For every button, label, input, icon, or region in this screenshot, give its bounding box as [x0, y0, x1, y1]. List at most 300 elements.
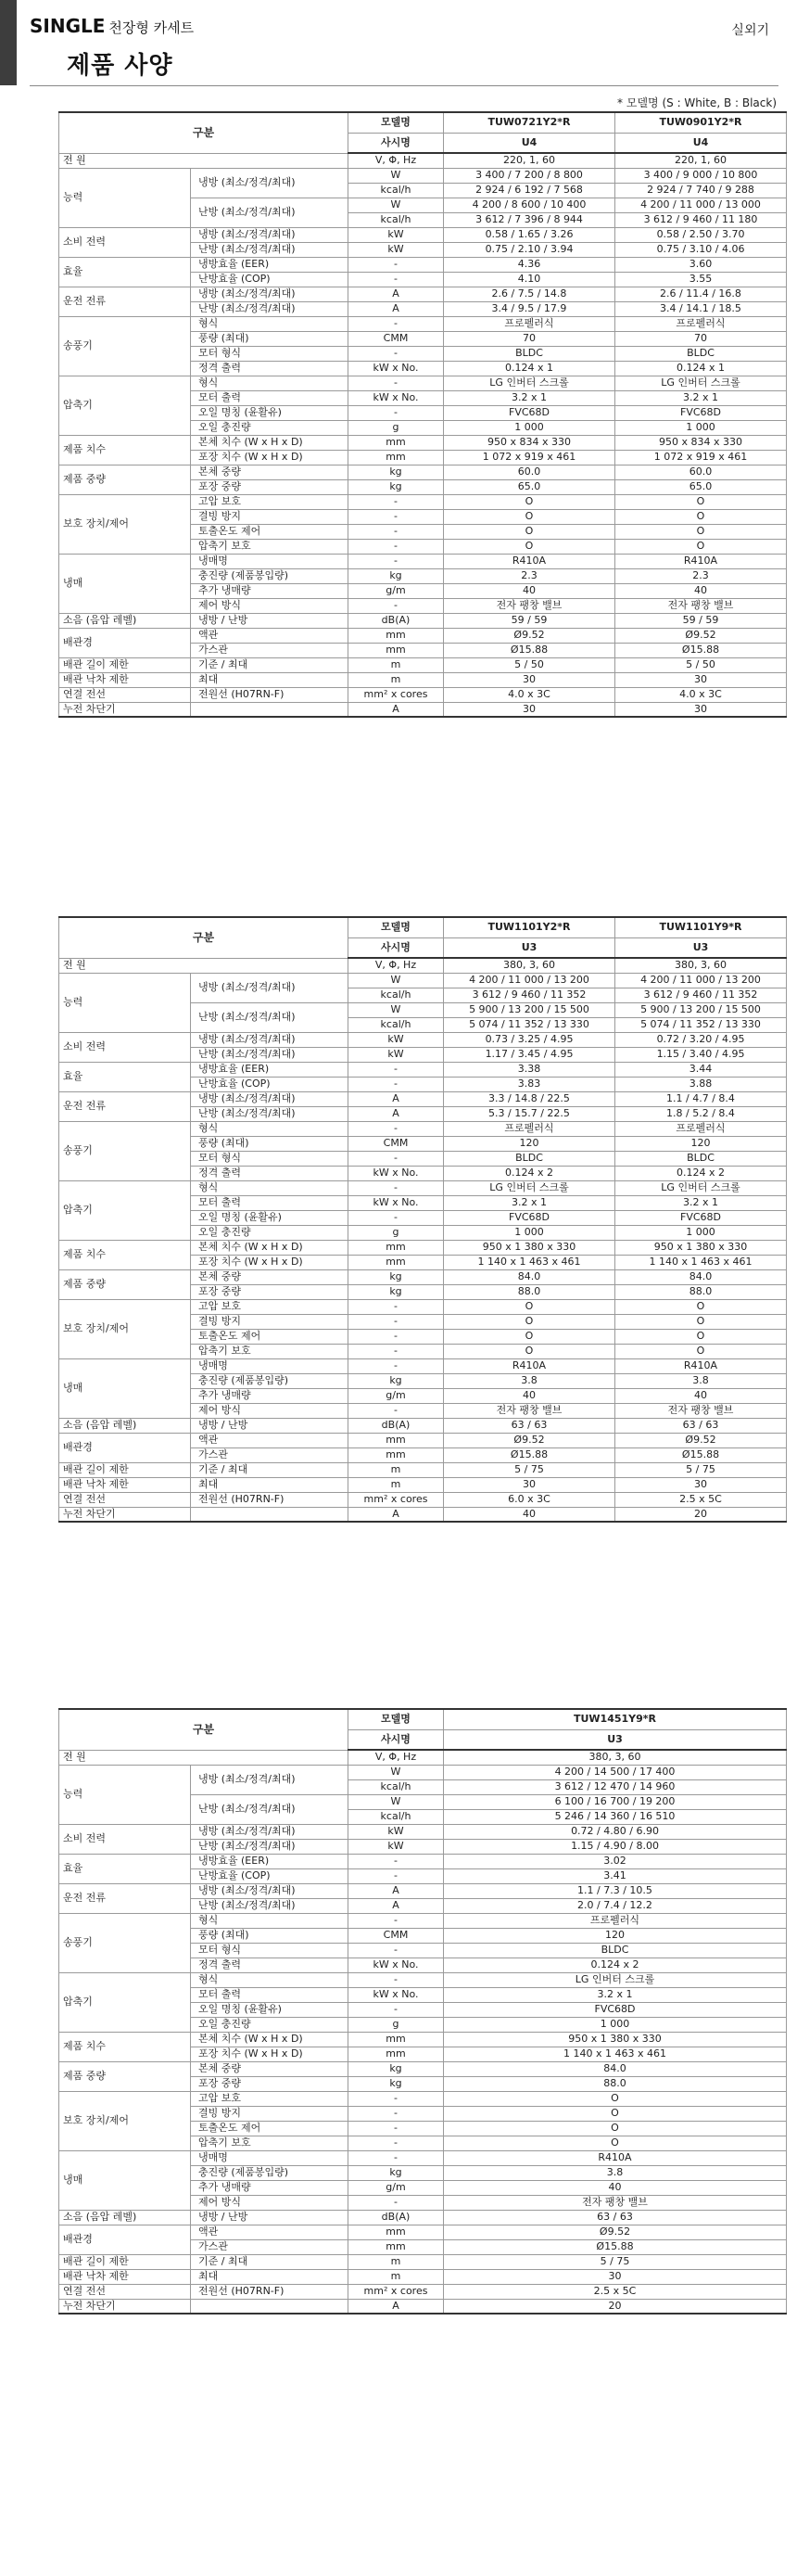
row-value: 0.124 x 2 [615, 1166, 787, 1180]
table-row [59, 2284, 787, 2299]
row-item: 모터 출력 [191, 1195, 348, 1210]
row-value: 1 000 [444, 2017, 787, 2032]
row-category: 소음 (음압 레벨) [59, 1418, 191, 1433]
row-value: 2 924 / 7 740 / 9 288 [615, 183, 787, 198]
row-value: 88.0 [444, 1284, 615, 1299]
row-item: 정격 출력 [191, 1166, 348, 1180]
row-item: 냉방 (최소/정격/최대) [191, 1032, 348, 1047]
row-value: 4 200 / 14 500 / 17 400 [444, 1765, 787, 1779]
row-value: 59 / 59 [615, 613, 787, 628]
row-item: 본체 중량 [191, 1269, 348, 1284]
row-value: 2.6 / 7.5 / 14.8 [444, 287, 615, 301]
row-unit: - [348, 1403, 444, 1418]
row-category: 효율 [59, 257, 191, 287]
row-unit: - [348, 1972, 444, 1987]
row-value: Ø9.52 [615, 628, 787, 643]
row-value: 950 x 834 x 330 [444, 435, 615, 450]
row-value: O [444, 1329, 615, 1344]
row-unit: - [348, 2150, 444, 2165]
row-value: 5 / 75 [444, 1462, 615, 1477]
row-item: 오일 명칭 (윤활유) [191, 2002, 348, 2017]
row-value: 1 072 x 919 x 461 [615, 450, 787, 465]
row-unit: kg [348, 479, 444, 494]
row-unit: mm [348, 435, 444, 450]
row-unit: - [348, 1121, 444, 1136]
row-item: 난방효율 (COP) [191, 1077, 348, 1091]
row-value: 0.75 / 3.10 / 4.06 [615, 242, 787, 257]
row-value: 84.0 [444, 1269, 615, 1284]
row-unit: kW [348, 1032, 444, 1047]
row-unit: mm [348, 1433, 444, 1447]
table-row [59, 257, 787, 272]
row-category: 연결 전선 [59, 1492, 191, 1507]
row-item: 모터 출력 [191, 1987, 348, 2002]
row-item: 포장 중량 [191, 2076, 348, 2091]
row-category: 냉매 [59, 2150, 191, 2210]
row-value: O [615, 539, 787, 554]
row-unit: mm [348, 1255, 444, 1269]
row-value: Ø15.88 [615, 1447, 787, 1462]
table-row [59, 1032, 787, 1047]
header-divider [30, 85, 778, 86]
row-item: 모터 형식 [191, 346, 348, 361]
row-item: 전원선 (H07RN-F) [191, 1492, 348, 1507]
row-item: 전원선 (H07RN-F) [191, 2284, 348, 2299]
row-value: 3.88 [615, 1077, 787, 1091]
row-value: O [615, 1299, 787, 1314]
table-row [59, 376, 787, 390]
row-item: 풍량 (최대) [191, 1928, 348, 1943]
row-value: LG 인버터 스크롤 [615, 376, 787, 390]
row-category: 냉매 [59, 1358, 191, 1418]
row-category: 압축기 [59, 376, 191, 435]
row-item: 토출온도 제어 [191, 2121, 348, 2136]
row-category: 운전 전류 [59, 1883, 191, 1913]
row-value: 950 x 1 380 x 330 [615, 1240, 787, 1255]
row-unit: V, Φ, Hz [348, 1750, 444, 1765]
row-item: 오일 충진량 [191, 1225, 348, 1240]
row-item: 최대 [191, 672, 348, 687]
row-item: 냉방효율 (EER) [191, 257, 348, 272]
row-unit: A [348, 1106, 444, 1121]
row-unit: g/m [348, 583, 444, 598]
row-unit: m [348, 2269, 444, 2284]
row-value: 3 612 / 12 470 / 14 960 [444, 1779, 787, 1794]
table-row [59, 1913, 787, 1928]
row-unit: - [348, 2002, 444, 2017]
row-value: 59 / 59 [444, 613, 615, 628]
row-value: 3.41 [444, 1868, 787, 1883]
page-title: 제품 사양 [67, 52, 173, 80]
row-value: Ø9.52 [444, 628, 615, 643]
row-item: 냉방 / 난방 [191, 2210, 348, 2225]
row-unit: mm [348, 1447, 444, 1462]
row-unit: mm [348, 1240, 444, 1255]
row-unit: - [348, 1151, 444, 1166]
row-value: O [444, 1299, 615, 1314]
row-unit: kW x No. [348, 1195, 444, 1210]
row-item: 본체 중량 [191, 2061, 348, 2076]
row-unit: - [348, 1344, 444, 1358]
row-unit: mm [348, 2225, 444, 2239]
row-item: 난방 (최소/정격/최대) [191, 1839, 348, 1854]
row-item: 냉방 (최소/정격/최대) [191, 287, 348, 301]
row-value: FVC68D [444, 405, 615, 420]
table-row [59, 958, 787, 973]
row-unit: A [348, 1883, 444, 1898]
row-value: 전자 팽창 밸브 [615, 598, 787, 613]
row-value: O [444, 1344, 615, 1358]
row-value: 84.0 [615, 1269, 787, 1284]
row-value: O [615, 509, 787, 524]
row-value: 2.6 / 11.4 / 16.8 [615, 287, 787, 301]
row-value: 5 / 50 [615, 657, 787, 672]
row-category: 전 원 [59, 1750, 348, 1765]
row-item: 액관 [191, 2225, 348, 2239]
row-value: 5 / 75 [615, 1462, 787, 1477]
row-value: 3.55 [615, 272, 787, 287]
row-value: Ø15.88 [444, 643, 615, 657]
row-unit: A [348, 1091, 444, 1106]
row-unit: kW [348, 242, 444, 257]
row-unit: - [348, 1854, 444, 1868]
row-value: 5 / 75 [444, 2254, 787, 2269]
table-row [59, 1269, 787, 1284]
row-category: 능력 [59, 168, 191, 227]
row-item: 최대 [191, 2269, 348, 2284]
table-row [59, 1972, 787, 1987]
row-value: 전자 팽창 밸브 [444, 598, 615, 613]
row-value: 70 [444, 331, 615, 346]
row-category: 연결 전선 [59, 2284, 191, 2299]
row-unit: CMM [348, 1136, 444, 1151]
row-value: 120 [444, 1928, 787, 1943]
row-value: BLDC [615, 1151, 787, 1166]
series-title: SINGLE 천장형 카세트 [30, 15, 195, 37]
row-unit: - [348, 1062, 444, 1077]
row-item: 전원선 (H07RN-F) [191, 687, 348, 702]
row-item: 제어 방식 [191, 1403, 348, 1418]
row-value: BLDC [615, 346, 787, 361]
row-category: 보호 장치/제어 [59, 1299, 191, 1358]
row-value: 65.0 [615, 479, 787, 494]
table-row [59, 1824, 787, 1839]
row-value: 380, 3, 60 [444, 958, 615, 973]
row-value: O [615, 1329, 787, 1344]
row-unit: A [348, 1898, 444, 1913]
row-value: 5 / 50 [444, 657, 615, 672]
row-item: 포장 중량 [191, 479, 348, 494]
row-value: 950 x 834 x 330 [615, 435, 787, 450]
row-value: 0.58 / 1.65 / 3.26 [444, 227, 615, 242]
table-row [59, 1091, 787, 1106]
row-value: 3.83 [444, 1077, 615, 1091]
row-value: 1 000 [615, 420, 787, 435]
row-item: 가스관 [191, 1447, 348, 1462]
row-value: 3.4 / 9.5 / 17.9 [444, 301, 615, 316]
table-row [59, 2299, 787, 2314]
row-value: 1 000 [615, 1225, 787, 1240]
row-unit: - [348, 316, 444, 331]
model-name: TUW1101Y9*R [615, 917, 787, 937]
row-unit: A [348, 1507, 444, 1522]
spec-table-3 [58, 1708, 787, 2315]
row-category: 소비 전력 [59, 1032, 191, 1062]
row-unit: - [348, 376, 444, 390]
row-unit: A [348, 301, 444, 316]
chassis-name: U4 [444, 133, 615, 153]
row-value: 60.0 [444, 465, 615, 479]
row-unit: kcal/h [348, 1017, 444, 1032]
row-item: 고압 보호 [191, 1299, 348, 1314]
row-value: 3.8 [615, 1373, 787, 1388]
row-value: 3 612 / 9 460 / 11 352 [615, 988, 787, 1002]
table-row [59, 435, 787, 450]
row-value: 1.8 / 5.2 / 8.4 [615, 1106, 787, 1121]
row-unit: W [348, 1765, 444, 1779]
row-value: 220, 1, 60 [615, 153, 787, 168]
row-unit: - [348, 524, 444, 539]
row-unit: - [348, 554, 444, 568]
row-unit: A [348, 287, 444, 301]
header-row-model [59, 917, 787, 937]
row-item: 액관 [191, 628, 348, 643]
row-item: 난방 (최소/정격/최대) [191, 1794, 348, 1824]
row-unit: - [348, 2091, 444, 2106]
row-value: 63 / 63 [615, 1418, 787, 1433]
row-category: 제품 중량 [59, 465, 191, 494]
row-value: 30 [444, 2269, 787, 2284]
row-value: Ø15.88 [615, 643, 787, 657]
row-item: 오일 충진량 [191, 2017, 348, 2032]
row-item: 난방 (최소/정격/최대) [191, 198, 348, 227]
row-item: 냉매명 [191, 2150, 348, 2165]
row-item: 추가 냉매량 [191, 1388, 348, 1403]
row-value: 30 [615, 1477, 787, 1492]
row-item: 난방 (최소/정격/최대) [191, 1002, 348, 1032]
row-unit: - [348, 598, 444, 613]
row-unit: - [348, 1180, 444, 1195]
row-category: 송풍기 [59, 316, 191, 376]
row-value: Ø9.52 [615, 1433, 787, 1447]
row-unit: mm² x cores [348, 2284, 444, 2299]
row-value: 30 [615, 672, 787, 687]
row-value: 5 900 / 13 200 / 15 500 [444, 1002, 615, 1017]
row-unit: dB(A) [348, 2210, 444, 2225]
row-unit: - [348, 1943, 444, 1958]
row-value: 프로펠러식 [615, 1121, 787, 1136]
row-value: 220, 1, 60 [444, 153, 615, 168]
row-item: 본체 치수 (W x H x D) [191, 2032, 348, 2047]
row-category: 소비 전력 [59, 1824, 191, 1854]
model-name: TUW0901Y2*R [615, 112, 787, 133]
row-value: 4 200 / 8 600 / 10 400 [444, 198, 615, 212]
row-item: 냉방 (최소/정격/최대) [191, 1765, 348, 1794]
row-item: 포장 치수 (W x H x D) [191, 1255, 348, 1269]
row-item: 고압 보호 [191, 2091, 348, 2106]
row-category: 배관경 [59, 628, 191, 657]
page-header [0, 0, 797, 89]
row-unit: - [348, 272, 444, 287]
row-unit: kW x No. [348, 390, 444, 405]
row-unit: mm [348, 450, 444, 465]
row-value: 40 [444, 1507, 615, 1522]
row-value: Ø9.52 [444, 1433, 615, 1447]
row-item: 압축기 보호 [191, 2136, 348, 2150]
row-category: 제품 중량 [59, 1269, 191, 1299]
row-value: 3.38 [444, 1062, 615, 1077]
row-value: 5.3 / 15.7 / 22.5 [444, 1106, 615, 1121]
table-row [59, 1765, 787, 1779]
row-unit: m [348, 657, 444, 672]
row-unit: kg [348, 1284, 444, 1299]
row-unit: kW x No. [348, 361, 444, 376]
table-row [59, 153, 787, 168]
section-label: 실외기 [731, 23, 769, 38]
row-value: 40 [615, 583, 787, 598]
table-row [59, 2269, 787, 2284]
table-row [59, 227, 787, 242]
table-row [59, 1492, 787, 1507]
row-item: 추가 냉매량 [191, 583, 348, 598]
table-row [59, 1121, 787, 1136]
table-row [59, 1462, 787, 1477]
row-value: 3 612 / 9 460 / 11 352 [444, 988, 615, 1002]
row-value: 1 000 [444, 420, 615, 435]
row-value: 전자 팽창 밸브 [615, 1403, 787, 1418]
table-row [59, 2032, 787, 2047]
chassis-name: U3 [444, 1729, 787, 1750]
row-value: R410A [444, 1358, 615, 1373]
row-value: 120 [444, 1136, 615, 1151]
table-row [59, 628, 787, 643]
row-value: 1 000 [444, 1225, 615, 1240]
row-value: 프로펠러식 [615, 316, 787, 331]
row-unit: g/m [348, 1388, 444, 1403]
row-value: O [615, 494, 787, 509]
row-category: 효율 [59, 1062, 191, 1091]
row-unit: mm [348, 628, 444, 643]
row-value: O [444, 539, 615, 554]
row-item: 냉방 (최소/정격/최대) [191, 168, 348, 198]
row-category: 운전 전류 [59, 1091, 191, 1121]
row-unit: kcal/h [348, 1779, 444, 1794]
table-row [59, 2061, 787, 2076]
table-row [59, 1750, 787, 1765]
table-row [59, 613, 787, 628]
header-model-label: 모델명 [348, 917, 444, 937]
row-value: 88.0 [615, 1284, 787, 1299]
row-category: 배관 길이 제한 [59, 657, 191, 672]
row-item: 형식 [191, 1913, 348, 1928]
row-category: 전 원 [59, 958, 348, 973]
row-item: 최대 [191, 1477, 348, 1492]
row-value: R410A [615, 1358, 787, 1373]
row-item: 충진량 (제품봉입량) [191, 1373, 348, 1388]
table-row [59, 687, 787, 702]
chassis-name: U3 [444, 937, 615, 958]
row-value: 380, 3, 60 [444, 1750, 787, 1765]
row-item: 모터 형식 [191, 1151, 348, 1166]
row-value: 0.124 x 1 [444, 361, 615, 376]
chassis-name: U4 [615, 133, 787, 153]
row-value: LG 인버터 스크롤 [444, 1180, 615, 1195]
row-value: O [615, 1314, 787, 1329]
row-unit: W [348, 198, 444, 212]
row-unit: - [348, 1329, 444, 1344]
row-category: 송풍기 [59, 1913, 191, 1972]
row-value: 5 074 / 11 352 / 13 330 [615, 1017, 787, 1032]
row-unit: dB(A) [348, 613, 444, 628]
row-category: 배관경 [59, 2225, 191, 2254]
row-item: 가스관 [191, 2239, 348, 2254]
table-row [59, 287, 787, 301]
table-row [59, 2210, 787, 2225]
row-value: 63 / 63 [444, 1418, 615, 1433]
table-row [59, 702, 787, 717]
row-unit: W [348, 168, 444, 183]
row-value: O [444, 2091, 787, 2106]
row-unit: kg [348, 2061, 444, 2076]
row-value: FVC68D [444, 1210, 615, 1225]
row-category: 압축기 [59, 1972, 191, 2032]
table-row [59, 1433, 787, 1447]
row-value: 5 900 / 13 200 / 15 500 [615, 1002, 787, 1017]
row-category: 소음 (음압 레벨) [59, 2210, 191, 2225]
row-unit: - [348, 539, 444, 554]
row-value: 4.0 x 3C [444, 687, 615, 702]
header-row-model [59, 112, 787, 133]
row-category: 누전 차단기 [59, 2299, 191, 2314]
row-value: 1.15 / 4.90 / 8.00 [444, 1839, 787, 1854]
row-value: 0.58 / 2.50 / 3.70 [615, 227, 787, 242]
row-value: 2.5 x 5C [444, 2284, 787, 2299]
row-category: 송풍기 [59, 1121, 191, 1180]
row-unit: mm² x cores [348, 687, 444, 702]
row-unit: kW x No. [348, 1987, 444, 2002]
row-item: 압축기 보호 [191, 1344, 348, 1358]
row-unit: kcal/h [348, 183, 444, 198]
row-unit: kg [348, 1269, 444, 1284]
row-value: 3.44 [615, 1062, 787, 1077]
row-value: 3.4 / 14.1 / 18.5 [615, 301, 787, 316]
row-unit: mm² x cores [348, 1492, 444, 1507]
row-unit: V, Φ, Hz [348, 958, 444, 973]
row-category: 제품 치수 [59, 1240, 191, 1269]
row-value: O [444, 2106, 787, 2121]
spec-table-2 [58, 916, 787, 1523]
row-unit: CMM [348, 331, 444, 346]
row-value: 30 [444, 672, 615, 687]
row-category: 배관 길이 제한 [59, 1462, 191, 1477]
row-item: 결빙 방지 [191, 1314, 348, 1329]
header-type-label: 사시명 [348, 1729, 444, 1750]
row-value: 4.0 x 3C [615, 687, 787, 702]
row-value: 1.17 / 3.45 / 4.95 [444, 1047, 615, 1062]
row-unit: kcal/h [348, 1809, 444, 1824]
row-item: 냉매명 [191, 1358, 348, 1373]
row-item [191, 702, 348, 717]
row-unit: - [348, 1913, 444, 1928]
row-unit: W [348, 1794, 444, 1809]
row-value: 3.2 x 1 [444, 390, 615, 405]
row-unit: m [348, 672, 444, 687]
header-gubun: 구분 [59, 112, 348, 153]
table-row [59, 2091, 787, 2106]
header-type-label: 사시명 [348, 133, 444, 153]
row-unit: - [348, 1299, 444, 1314]
row-item: 포장 치수 (W x H x D) [191, 450, 348, 465]
